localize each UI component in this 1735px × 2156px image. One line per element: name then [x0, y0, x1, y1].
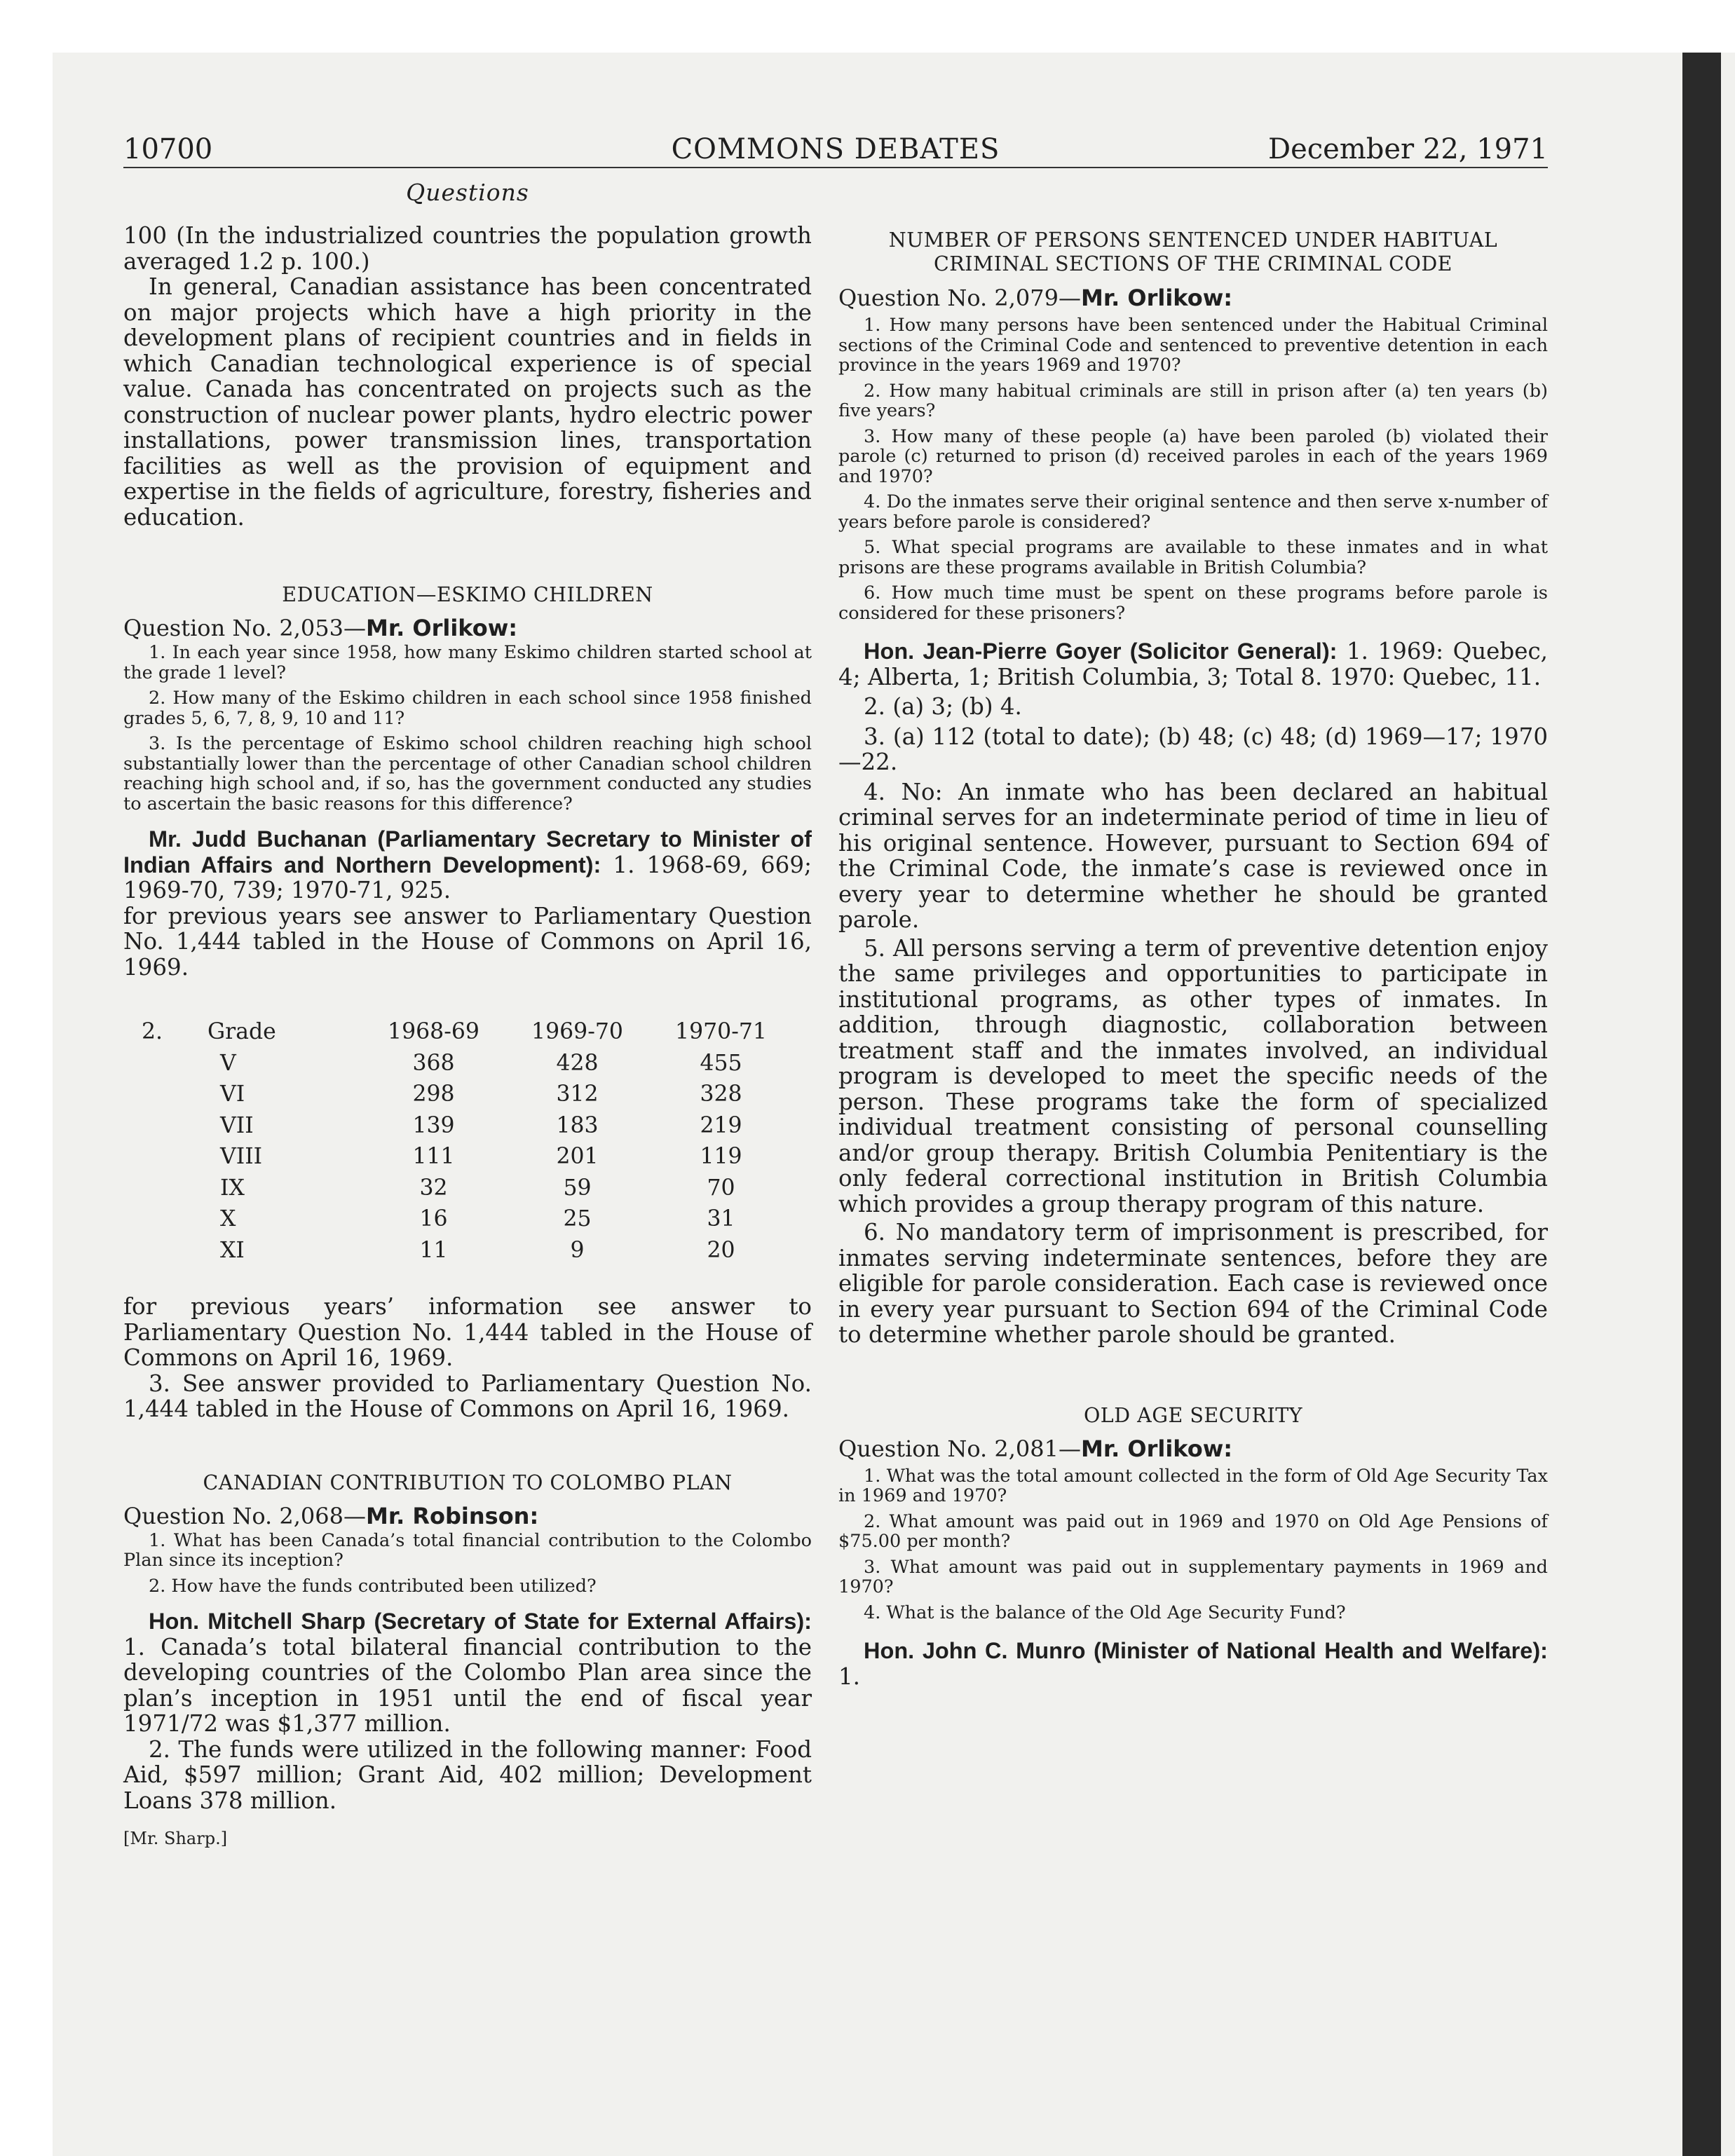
paragraph: for previous years’ information see answer to Parliamentary Question No. 1,444 tabled in the House of Commons on April 16, 1969.	[123, 1293, 812, 1371]
page-number: 10700	[123, 133, 213, 165]
footnote: [Mr. Sharp.]	[123, 1829, 228, 1848]
value-cell: 32	[419, 1175, 448, 1201]
value-cell: 298	[412, 1082, 455, 1107]
table-row	[142, 1203, 793, 1235]
question-item: 5. What special programs are available to these inmates and in what prisons are these programs available in British Columbia?	[838, 537, 1548, 578]
speaker-name: Mr. Judd Buchanan (Parliamentary Secretary to Minister of Indian Affairs and Northern Development):	[123, 826, 812, 878]
paragraph: In general, Canadian assistance has been concentrated on major projects which have a high priority in the development plans of recipient countries and in fields in which Canadian technological experience is of special value. Canada has concentrated on projects such as the construction of nuclear power plants, hydro electric power installations, power transmission lines, transportation facilities as well as the provision of equipment and expertise in the fields of agriculture, forestry, fisheries and education.	[123, 273, 812, 531]
grade-cell: V	[220, 1050, 236, 1076]
page-header	[123, 133, 1548, 168]
question-label: Question No. 2,053—	[123, 615, 366, 641]
question-label: Question No. 2,079—	[838, 285, 1081, 311]
value-cell: 428	[556, 1050, 599, 1076]
answer-text: 1. Canada’s total bilateral financial contribution to the developing countries of the Colombo Plan area since the plan’s inception in 1951 until the end of fiscal year 1971/72 was $1,377 million.	[123, 1633, 812, 1737]
value-cell: 183	[556, 1112, 599, 1138]
question-item: 1. How many persons have been sentenced under the Habitual Criminal sections of the Criminal Code and sentenced to preventive detention in each province in the years 1969 and 1970?	[838, 315, 1548, 376]
grades-table	[142, 1016, 793, 1266]
question-label: Question No. 2,068—	[123, 1502, 366, 1529]
answer-paragraph	[838, 1638, 1548, 1689]
table-row	[142, 1141, 793, 1173]
section-heading: CANADIAN CONTRIBUTION TO COLOMBO PLAN	[203, 1471, 733, 1494]
value-cell: 20	[707, 1237, 735, 1263]
question-item: 2. How have the funds contributed been utilized?	[149, 1575, 597, 1597]
question-label: Question No. 2,081—	[838, 1435, 1081, 1462]
value-cell: 328	[700, 1082, 742, 1107]
question-item: 3. What amount was paid out in supplementary payments in 1969 and 1970?	[838, 1556, 1548, 1597]
question-item: 3. How many of these people (a) have been paroled (b) violated their parole (c) returned to prison (d) received paroles in each of the years 1969 and 1970?	[838, 425, 1548, 487]
value-cell: 139	[412, 1112, 455, 1138]
section-heading: NUMBER OF PERSONS SENTENCED UNDER HABITUAL CRIMINAL SECTIONS OF THE CRIMINAL CODE	[888, 228, 1498, 275]
value-cell: 368	[412, 1050, 455, 1076]
value-cell: 31	[707, 1206, 735, 1232]
asker-name: Mr. Orlikow:	[1081, 1435, 1233, 1462]
paragraph: 2. The funds were utilized in the following manner: Food Aid, $597 million; Grant Aid, 402 million; Development Loans 378 million.	[123, 1735, 812, 1814]
value-cell: 25	[563, 1206, 592, 1232]
scan-edge-shadow	[1682, 53, 1721, 2156]
paragraph: 100 (In the industrialized countries the population growth averaged 1.2 p. 100.)	[123, 222, 812, 275]
value-cell: 70	[707, 1175, 735, 1201]
answer-paragraph	[123, 826, 812, 903]
question-number	[838, 285, 1548, 311]
column-header: 1969-70	[531, 1019, 623, 1045]
question-item: 2. How many habitual criminals are still in prison after (a) ten years (b) five years?	[838, 380, 1548, 421]
value-cell: 119	[700, 1144, 742, 1170]
section-heading: OLD AGE SECURITY	[1083, 1403, 1303, 1427]
header-rule	[123, 167, 1548, 168]
value-cell: 455	[700, 1050, 742, 1076]
paragraph: 6. No mandatory term of imprisonment is prescribed, for inmates serving indeterminate sentences, before they are eligible for parole consideration. Each case is reviewed once in every year pursuant to Section 694 of the Criminal Code to determine whether parole should be granted.	[838, 1219, 1548, 1348]
paragraph: 2. (a) 3; (b) 4.	[864, 693, 1022, 720]
section-heading: EDUCATION—ESKIMO CHILDREN	[282, 583, 653, 606]
left-column	[123, 223, 812, 1848]
table-row	[142, 1048, 793, 1079]
asker-name: Mr. Robinson:	[366, 1502, 539, 1529]
question-item: 2. How many of the Eskimo children in each school since 1958 finished grades 5, 6, 7, 8, 9, 10 and 11?	[123, 688, 812, 729]
answer-text: 1. 1969: Quebec, 4; Alberta, 1; British Columbia, 3; Total 8. 1970: Quebec, 11.	[838, 638, 1548, 690]
question-item: 4. Do the inmates serve their original sentence and then serve x-number of years before parole is considered?	[838, 491, 1548, 533]
value-cell: 111	[412, 1144, 455, 1170]
value-cell: 312	[556, 1082, 599, 1107]
value-cell: 9	[570, 1237, 585, 1263]
question-number	[123, 1503, 812, 1529]
column-header: Grade	[207, 1019, 276, 1045]
answer-paragraph	[123, 1609, 812, 1737]
answer-text: 1.	[838, 1663, 861, 1690]
question-item: 1. What was the total amount collected in the form of Old Age Security Tax in 1969 and 1970?	[838, 1465, 1548, 1506]
question-item: 3. Is the percentage of Eskimo school children reaching high school substantially lower than the percentage of other Canadian school children reaching high school and, if so, has the government conducted any studies to ascertain the basic reasons for this difference?	[123, 733, 812, 814]
question-item: 1. What has been Canada’s total financial contribution to the Colombo Plan since its inception?	[123, 1529, 812, 1571]
table-row	[142, 1235, 793, 1267]
asker-name: Mr. Orlikow:	[366, 615, 518, 641]
grade-cell: XI	[220, 1237, 245, 1263]
question-number	[123, 615, 812, 641]
table-row	[142, 1079, 793, 1110]
speaker-name: Hon. Jean-Pierre Goyer (Solicitor General):	[864, 639, 1338, 664]
question-number	[838, 1435, 1548, 1462]
value-cell: 219	[700, 1112, 742, 1138]
value-cell: 11	[419, 1237, 448, 1263]
table-row	[142, 1173, 793, 1204]
right-column	[838, 223, 1548, 1689]
paragraph: 3. (a) 112 (total to date); (b) 48; (c) 48; (d) 1969—17; 1970—22.	[838, 723, 1548, 775]
value-cell: 201	[556, 1144, 599, 1170]
speaker-name: Hon. Mitchell Sharp (Secretary of State for External Affairs):	[149, 1609, 812, 1634]
answer-text: 1. 1968-69, 669; 1969-70, 739; 1970-71, 925.	[123, 851, 812, 903]
asker-name: Mr. Orlikow:	[1081, 285, 1233, 311]
value-cell: 16	[419, 1206, 448, 1232]
grade-cell: VII	[220, 1112, 254, 1138]
section-subhead: Questions	[406, 179, 529, 206]
table-row	[142, 1110, 793, 1142]
paragraph: 3. See answer provided to Parliamentary Question No. 1,444 tabled in the House of Commons on April 16, 1969.	[123, 1370, 812, 1422]
answer-paragraph	[838, 639, 1548, 690]
value-cell: 59	[563, 1175, 592, 1201]
table-label: 2.	[142, 1019, 163, 1045]
table-header-row	[142, 1016, 793, 1048]
grade-cell: IX	[220, 1175, 245, 1201]
column-header: 1968-69	[388, 1019, 479, 1045]
paragraph: 4. No: An inmate who has been declared an habitual criminal serves for an indeterminate period of time in lieu of his original sentence. However, pursuant to Section 694 of the Criminal Code, the inmate’s case is reviewed once in every year to determine whether he should be granted parole.	[838, 778, 1548, 933]
grade-cell: VIII	[220, 1144, 263, 1170]
question-item: 1. In each year since 1958, how many Eskimo children started school at the grade 1 level?	[123, 642, 812, 683]
paragraph: 5. All persons serving a term of preventive detention enjoy the same privileges and opportunities to participate in institutional programs, as other types of inmates. In addition, through diagnostic, collaboration between treatment staff and the inmates involved, an individual program is developed to meet the specific needs of the person. These programs take the form of specialized individual treatment consisting of personal counselling and/or group therapy. British Columbia Penitentiary is the only federal correctional institution in British Columbia which provides a group therapy program of this nature.	[838, 934, 1548, 1217]
publication-title: COMMONS DEBATES	[671, 133, 1000, 165]
column-header: 1970-71	[675, 1019, 767, 1045]
question-item: 4. What is the balance of the Old Age Security Fund?	[864, 1602, 1346, 1623]
publication-date: December 22, 1971	[1268, 133, 1548, 165]
grade-cell: VI	[220, 1082, 245, 1107]
grade-cell: X	[220, 1206, 236, 1232]
speaker-name: Hon. John C. Munro (Minister of National Health and Welfare):	[864, 1638, 1548, 1663]
question-item: 6. How much time must be spent on these programs before parole is considered for these prisoners?	[838, 582, 1548, 624]
question-item: 2. What amount was paid out in 1969 and 1970 on Old Age Pensions of $75.00 per month?	[838, 1510, 1548, 1552]
paragraph: for previous years see answer to Parliamentary Question No. 1,444 tabled in the House of Commons on April 16, 1969.	[123, 902, 812, 981]
